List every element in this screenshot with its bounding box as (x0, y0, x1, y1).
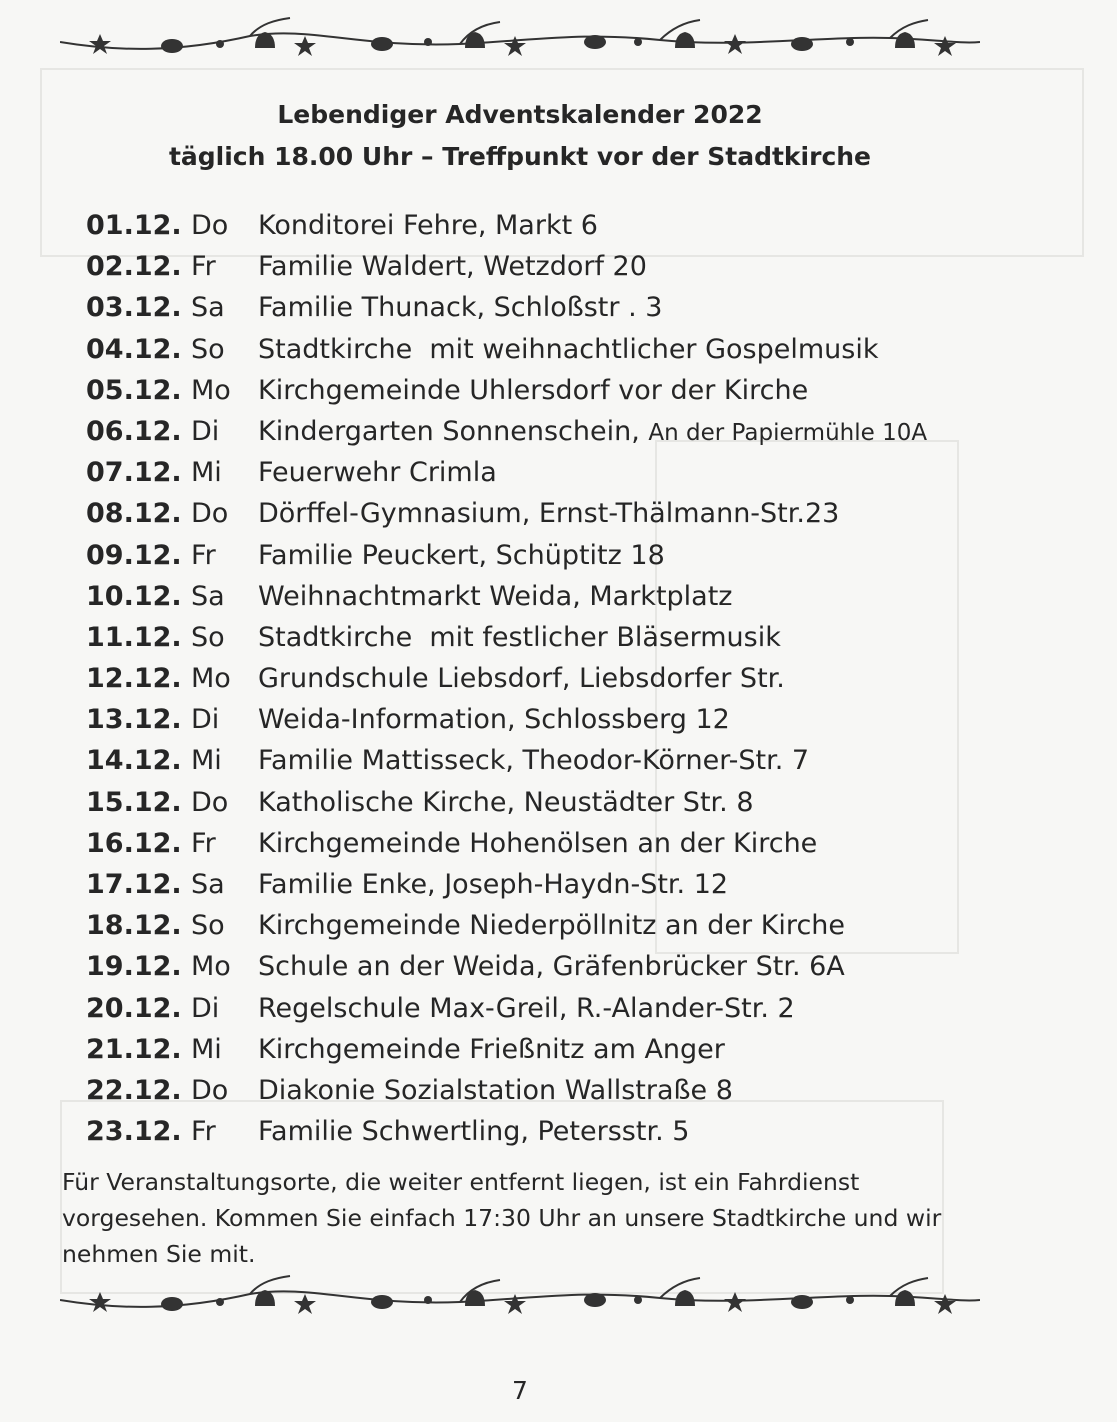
calendar-row (86, 535, 1046, 576)
top-garland (60, 14, 980, 70)
entry-place (258, 988, 795, 1029)
note-line-1: Für Veranstaltungsorte, die weiter entfernt liegen, ist ein Fahrdienst (62, 1168, 860, 1196)
entry-place (258, 658, 785, 699)
entry-date: 05.12. (86, 374, 182, 406)
calendar-row (86, 905, 1046, 946)
calendar-row (86, 1111, 1046, 1152)
entry-place (258, 329, 879, 370)
entry-place (258, 946, 845, 987)
calendar-row (86, 370, 1046, 411)
entry-place (258, 823, 817, 864)
entry-place (258, 576, 732, 617)
entry-place-text: Kirchgemeinde Hohenölsen an der Kirche (258, 827, 818, 859)
entry-place (258, 246, 647, 287)
calendar-row (86, 946, 1046, 987)
entry-date: 21.12. (86, 1033, 182, 1065)
entry-date: 23.12. (86, 1116, 182, 1148)
entry-weekday: So (191, 621, 225, 653)
entry-place-text: Grundschule Liebsdorf, Liebsdorfer Str. (258, 663, 785, 695)
transport-note (62, 1164, 992, 1272)
entry-weekday: Mi (191, 1033, 222, 1065)
entry-date: 22.12. (86, 1074, 182, 1106)
entry-place-text: Kindergarten Sonnenschein, (258, 415, 649, 447)
entry-place-text: Weida-Information, Schlossberg 12 (258, 704, 730, 736)
entry-date: 09.12. (86, 539, 182, 571)
entry-place-text: Familie Enke, Joseph-Haydn-Str. 12 (258, 869, 729, 900)
entry-date: 12.12. (86, 663, 182, 695)
calendar-row (86, 287, 1046, 328)
calendar-row (86, 411, 1046, 452)
entry-weekday: Do (191, 210, 229, 241)
entry-place-text: Schule an der Weida, Gräfenbrücker Str. 6A (258, 951, 845, 983)
entry-date: 18.12. (86, 910, 182, 942)
calendar-row (86, 1029, 1046, 1070)
entry-date: 20.12. (86, 992, 182, 1024)
entry-place-text: Feuerwehr Crimla (258, 457, 497, 489)
entry-place-text: Weihnachtmarkt Weida, Marktplatz (258, 580, 733, 612)
entry-place (258, 205, 598, 246)
entry-weekday: Mo (191, 663, 231, 695)
entry-date: 08.12. (86, 498, 182, 530)
calendar-row (86, 452, 1046, 493)
entry-weekday: Mo (191, 951, 231, 983)
page-subtitle (0, 142, 1040, 172)
entry-place-text: Dörffel-Gymnasium, Ernst-Thälmann-Str.23 (258, 498, 840, 530)
entry-place (258, 452, 497, 493)
entry-place-text: Katholische Kirche, Neustädter Str. 8 (258, 786, 754, 818)
garland-ornament-icon (60, 1272, 980, 1328)
entry-place (258, 411, 927, 454)
entry-date: 17.12. (86, 869, 182, 900)
entry-weekday: Di (191, 992, 220, 1024)
entry-place (258, 1029, 725, 1070)
entry-date: 16.12. (86, 827, 182, 859)
entry-weekday: Mi (191, 745, 222, 777)
entry-place (258, 864, 728, 905)
calendar-row (86, 205, 1046, 246)
entry-place-text: Stadtkirche mit weihnachtlicher Gospelmusik (258, 333, 879, 365)
entry-date: 03.12. (86, 292, 182, 324)
entry-date: 02.12. (86, 251, 182, 283)
entry-place (258, 493, 839, 534)
entry-place-text: Familie Schwertling, Petersstr. 5 (258, 1116, 690, 1148)
calendar-row (86, 576, 1046, 617)
entry-place (258, 287, 662, 328)
entry-place-text: Familie Waldert, Wetzdorf 20 (258, 251, 647, 283)
entry-place-text: Regelschule Max-Greil, R.-Alander-Str. 2 (258, 992, 795, 1024)
entry-weekday: Fr (191, 1116, 216, 1148)
entry-weekday: Do (191, 786, 229, 818)
entry-weekday: Do (191, 1074, 229, 1106)
note-line-2: vorgesehen. Kommen Sie einfach 17:30 Uhr an unsere Stadtkirche und wir (62, 1204, 942, 1232)
entry-date: 13.12. (86, 704, 182, 736)
entry-weekday: Di (191, 415, 220, 447)
entry-place (258, 740, 809, 781)
entry-date: 07.12. (86, 457, 182, 489)
page-number: 7 (512, 1376, 528, 1405)
entry-date: 04.12. (86, 333, 182, 365)
entry-date: 06.12. (86, 415, 182, 447)
entry-place-text: Familie Mattisseck, Theodor-Körner-Str. 7 (258, 745, 810, 777)
entry-date: 15.12. (86, 786, 182, 818)
entry-weekday: So (191, 910, 225, 942)
calendar-list (86, 205, 1046, 1152)
note-line-3: nehmen Sie mit. (62, 1240, 256, 1268)
entry-place-text: Diakonie Sozialstation Wallstraße 8 (258, 1074, 733, 1106)
entry-date: 01.12. (86, 210, 182, 241)
entry-place-text: Konditorei Fehre, Markt 6 (258, 210, 598, 241)
entry-weekday: Do (191, 498, 229, 530)
calendar-row (86, 493, 1046, 534)
entry-place (258, 535, 665, 576)
entry-place-text: Familie Peuckert, Schüptitz 18 (258, 539, 665, 571)
entry-place (258, 617, 781, 658)
entry-place-detail: An der Papiermühle 10A (648, 419, 928, 446)
entry-place (258, 905, 845, 946)
entry-weekday: Fr (191, 827, 216, 859)
entry-weekday: Mi (191, 457, 222, 489)
title-line-1: Lebendiger Adventskalender 2022 (277, 100, 763, 129)
entry-weekday: Sa (191, 580, 225, 612)
entry-place (258, 1111, 689, 1152)
calendar-row (86, 699, 1046, 740)
entry-date: 14.12. (86, 745, 182, 777)
bottom-garland (60, 1272, 980, 1328)
calendar-row (86, 782, 1046, 823)
entry-weekday: Fr (191, 251, 216, 283)
page-title (0, 100, 1040, 130)
entry-place (258, 1070, 733, 1111)
entry-place (258, 782, 754, 823)
calendar-row (86, 864, 1046, 905)
calendar-row (86, 1070, 1046, 1111)
calendar-row (86, 658, 1046, 699)
entry-weekday: Fr (191, 539, 216, 571)
entry-date: 11.12. (86, 621, 182, 653)
entry-place-text: Stadtkirche mit festlicher Bläsermusik (258, 621, 781, 653)
entry-weekday: Di (191, 704, 220, 736)
entry-weekday: So (191, 333, 225, 365)
entry-date: 10.12. (86, 580, 182, 612)
entry-weekday: Mo (191, 374, 231, 406)
calendar-row (86, 988, 1046, 1029)
entry-place (258, 699, 730, 740)
calendar-row (86, 246, 1046, 287)
title-line-2: täglich 18.00 Uhr – Treffpunkt vor der Stadtkirche (168, 142, 872, 171)
entry-place-text: Kirchgemeinde Frießnitz am Anger (258, 1033, 725, 1065)
entry-place (258, 370, 808, 411)
garland-ornament-icon (60, 14, 980, 70)
calendar-row (86, 329, 1046, 370)
calendar-row (86, 617, 1046, 658)
entry-date: 19.12. (86, 951, 182, 983)
entry-weekday: Sa (191, 869, 225, 900)
calendar-row (86, 823, 1046, 864)
calendar-row (86, 740, 1046, 781)
entry-place-text: Kirchgemeinde Uhlersdorf vor der Kirche (258, 374, 809, 406)
entry-place-text: Familie Thunack, Schloßstr . 3 (258, 292, 663, 324)
entry-place-text: Kirchgemeinde Niederpöllnitz an der Kirche (258, 910, 846, 942)
entry-weekday: Sa (191, 292, 225, 324)
